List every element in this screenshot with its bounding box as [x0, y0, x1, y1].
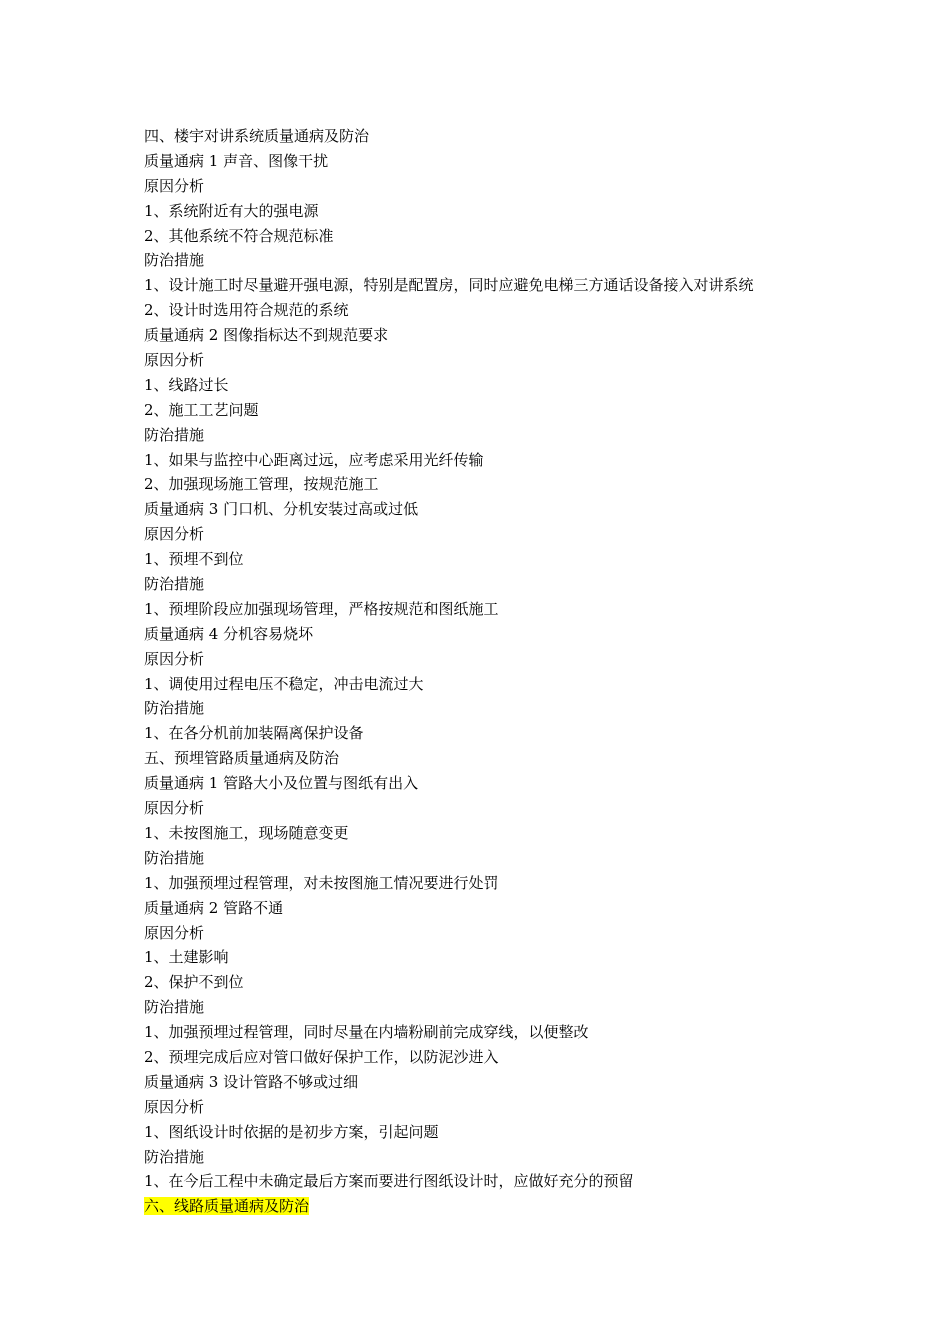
text-line [144, 597, 824, 622]
text-line [144, 348, 824, 373]
text-line [144, 1145, 824, 1170]
line-text: 原因分析 [144, 1097, 205, 1116]
text-line [144, 547, 824, 572]
line-text: 原因分析 [144, 799, 205, 818]
text-line [144, 497, 824, 522]
text-line [144, 448, 824, 473]
text-line [144, 945, 824, 970]
line-text: 1、调使用过程电压不稳定，冲击电流过大 [144, 674, 424, 693]
text-line [144, 1120, 824, 1145]
line-text: 2、加强现场施工管理，按规范施工 [144, 475, 379, 494]
text-line [144, 124, 824, 149]
line-text: 2、保护不到位 [144, 973, 244, 992]
text-line [144, 174, 824, 199]
text-line [144, 746, 824, 771]
text-line [144, 373, 824, 398]
text-line [144, 224, 824, 249]
line-text: 1、如果与监控中心距离过远，应考虑采用光纤传输 [144, 450, 484, 469]
line-text: 1、设计施工时尽量避开强电源，特别是配置房，同时应避免电梯三方通话设备接入对讲系统 [144, 276, 754, 295]
line-text: 质量通病 3 门口机、分机安装过高或过低 [144, 500, 419, 519]
text-line [144, 1045, 824, 1070]
text-line [144, 771, 824, 796]
line-text: 质量通病 2 图像指标达不到规范要求 [144, 326, 389, 345]
text-line [144, 423, 824, 448]
text-line [144, 871, 824, 896]
line-text: 1、图纸设计时依据的是初步方案，引起问题 [144, 1122, 439, 1141]
line-text: 质量通病 3 设计管路不够或过细 [144, 1072, 359, 1091]
line-text: 防治措施 [144, 1147, 205, 1166]
line-text: 2、预埋完成后应对管口做好保护工作，以防泥沙进入 [144, 1047, 499, 1066]
line-text: 防治措施 [144, 848, 205, 867]
text-line [144, 821, 824, 846]
line-text: 原因分析 [144, 351, 205, 370]
line-text: 1、预埋不到位 [144, 550, 244, 569]
text-line [144, 522, 824, 547]
line-text: 防治措施 [144, 251, 205, 270]
text-line [144, 298, 824, 323]
text-line [144, 995, 824, 1020]
text-line [144, 149, 824, 174]
line-text: 质量通病 1 声音、图像干扰 [144, 151, 329, 170]
line-text: 防治措施 [144, 699, 205, 718]
text-line [144, 1169, 824, 1194]
line-text: 四、楼宇对讲系统质量通病及防治 [144, 127, 370, 145]
line-text: 1、在今后工程中未确定最后方案而要进行图纸设计时，应做好充分的预留 [144, 1172, 634, 1191]
line-text: 2、设计时选用符合规范的系统 [144, 301, 349, 320]
line-text: 质量通病 2 管路不通 [144, 898, 284, 917]
line-text: 质量通病 1 管路大小及位置与图纸有出入 [144, 774, 419, 793]
text-line [144, 1020, 824, 1045]
text-line [144, 572, 824, 597]
text-line [144, 696, 824, 721]
line-text: 2、施工工艺问题 [144, 400, 259, 419]
text-line [144, 896, 824, 921]
line-text: 1、加强预埋过程管理，对未按图施工情况要进行处罚 [144, 873, 499, 892]
line-text: 1、系统附近有大的强电源 [144, 201, 319, 220]
text-line [144, 248, 824, 273]
text-line [144, 672, 824, 697]
text-line [144, 323, 824, 348]
highlighted-heading-text: 六、线路质量通病及防治 [144, 1197, 310, 1216]
text-line [144, 1070, 824, 1095]
line-text: 原因分析 [144, 649, 205, 668]
text-line [144, 398, 824, 423]
line-text: 质量通病 4 分机容易烧坏 [144, 624, 314, 643]
text-line [144, 1095, 824, 1120]
line-text: 1、未按图施工，现场随意变更 [144, 823, 349, 842]
line-text: 2、其他系统不符合规范标准 [144, 226, 334, 245]
line-text: 1、土建影响 [144, 948, 229, 967]
text-line [144, 921, 824, 946]
text-line [144, 721, 824, 746]
text-line [144, 1194, 824, 1219]
text-line [144, 199, 824, 224]
text-line [144, 970, 824, 995]
line-text: 原因分析 [144, 525, 205, 544]
line-text: 防治措施 [144, 998, 205, 1017]
text-line [144, 647, 824, 672]
document-body [144, 124, 824, 1219]
line-text: 1、预埋阶段应加强现场管理，严格按规范和图纸施工 [144, 599, 499, 618]
line-text: 1、在各分机前加装隔离保护设备 [144, 724, 364, 743]
text-line [144, 622, 824, 647]
text-line [144, 472, 824, 497]
line-text: 原因分析 [144, 176, 205, 195]
line-text: 防治措施 [144, 425, 205, 444]
text-line [144, 273, 824, 298]
text-line [144, 846, 824, 871]
line-text: 五、预埋管路质量通病及防治 [144, 749, 340, 768]
text-line [144, 796, 824, 821]
line-text: 防治措施 [144, 575, 205, 594]
line-text: 1、加强预埋过程管理，同时尽量在内墙粉刷前完成穿线，以便整改 [144, 1023, 589, 1042]
line-text: 1、线路过长 [144, 375, 229, 394]
line-text: 原因分析 [144, 923, 205, 942]
